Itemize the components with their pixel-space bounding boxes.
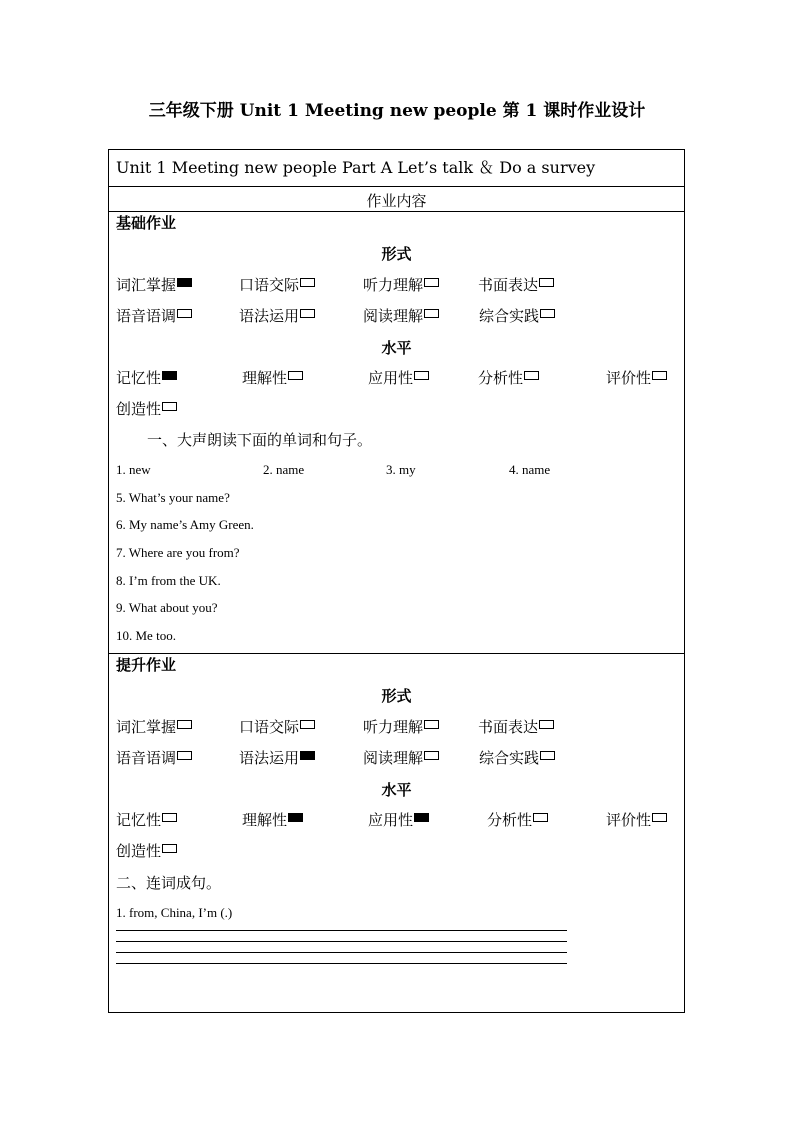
checkbox[interactable]	[652, 371, 667, 380]
checkbox-checked[interactable]	[288, 813, 303, 822]
checkbox[interactable]	[414, 371, 429, 380]
basic-form-option: 综合实践	[479, 305, 555, 326]
basic-form-option: 书面表达	[478, 274, 554, 295]
sentence-item: 5. What’s your name?	[116, 490, 230, 505]
advanced-form-option: 综合实践	[479, 747, 555, 768]
advanced-form-label: 形式	[381, 687, 412, 705]
checkbox[interactable]	[300, 278, 315, 287]
checkbox[interactable]	[288, 371, 303, 380]
checkbox[interactable]	[424, 309, 439, 318]
checkbox[interactable]	[424, 720, 439, 729]
checkbox-checked[interactable]	[300, 751, 315, 760]
homework-table	[108, 149, 685, 1013]
basic-level-option: 应用性	[368, 367, 429, 388]
task-1-title: 一、大声朗读下面的单词和句子。	[147, 431, 373, 449]
checkbox[interactable]	[162, 402, 177, 411]
advanced-form-option: 书面表达	[478, 716, 554, 737]
checkbox-checked[interactable]	[177, 278, 192, 287]
unit-header-row	[109, 150, 684, 187]
checkbox[interactable]	[540, 309, 555, 318]
checkbox[interactable]	[162, 844, 177, 853]
basic-form-option: 语法运用	[239, 305, 315, 326]
advanced-level-option: 评价性	[606, 809, 667, 830]
answer-line[interactable]	[116, 952, 567, 953]
content-header-row	[109, 187, 684, 212]
basic-level-option: 创造性	[116, 398, 177, 419]
basic-form-option: 阅读理解	[363, 305, 439, 326]
advanced-level-option: 应用性	[368, 809, 429, 830]
checkbox[interactable]	[524, 371, 539, 380]
page-title: 三年级下册 Unit 1 Meeting new people 第 1 课时作业设计	[148, 101, 646, 121]
word-item: 4. name	[509, 462, 551, 477]
word-item: 2. name	[263, 462, 305, 477]
sentence-item: 8. I’m from the UK.	[116, 573, 221, 588]
advanced-level-option: 理解性	[242, 809, 303, 830]
basic-form-option: 听力理解	[363, 274, 439, 295]
advanced-homework-label: 提升作业	[116, 656, 177, 674]
advanced-form-option: 语音语调	[116, 747, 192, 768]
basic-form-option: 语音语调	[116, 305, 192, 326]
answer-line[interactable]	[116, 963, 567, 964]
checkbox-checked[interactable]	[414, 813, 429, 822]
checkbox[interactable]	[539, 720, 554, 729]
basic-form-option: 词汇掌握	[116, 274, 192, 295]
checkbox[interactable]	[177, 309, 192, 318]
checkbox[interactable]	[177, 720, 192, 729]
checkbox[interactable]	[540, 751, 555, 760]
checkbox[interactable]	[424, 278, 439, 287]
basic-level-option: 理解性	[242, 367, 303, 388]
advanced-form-option: 阅读理解	[363, 747, 439, 768]
advanced-homework-section	[109, 654, 684, 1012]
checkbox[interactable]	[177, 751, 192, 760]
checkbox[interactable]	[652, 813, 667, 822]
checkbox[interactable]	[533, 813, 548, 822]
checkbox[interactable]	[300, 309, 315, 318]
advanced-form-option: 词汇掌握	[116, 716, 192, 737]
checkbox-checked[interactable]	[162, 371, 177, 380]
basic-homework-label: 基础作业	[116, 214, 177, 232]
basic-level-label: 水平	[381, 339, 412, 357]
advanced-level-option: 记忆性	[116, 809, 177, 830]
sentence-item: 10. Me too.	[116, 628, 176, 643]
unit-header: Unit 1 Meeting new people Part A Let’s talk ＆ Do a survey	[116, 158, 596, 177]
answer-line[interactable]	[116, 930, 567, 931]
sentence-item: 7. Where are you from?	[116, 545, 240, 560]
basic-level-option: 评价性	[606, 367, 667, 388]
advanced-form-option: 听力理解	[363, 716, 439, 737]
word-item: 1. new	[116, 462, 151, 477]
checkbox[interactable]	[162, 813, 177, 822]
basic-level-option: 记忆性	[116, 367, 177, 388]
sentence-item: 6. My name’s Amy Green.	[116, 517, 254, 532]
answer-line[interactable]	[116, 941, 567, 942]
basic-form-label: 形式	[381, 245, 412, 263]
checkbox[interactable]	[300, 720, 315, 729]
advanced-level-option: 创造性	[116, 840, 177, 861]
word-item: 3. my	[386, 462, 416, 477]
checkbox[interactable]	[539, 278, 554, 287]
basic-form-option: 口语交际	[239, 274, 315, 295]
advanced-level-label: 水平	[381, 781, 412, 799]
task-2-title: 二、连词成句。	[116, 874, 222, 892]
advanced-form-option: 口语交际	[239, 716, 315, 737]
question-item: 1. from, China, I’m (.)	[116, 905, 233, 920]
basic-level-option: 分析性	[478, 367, 539, 388]
sentence-item: 9. What about you?	[116, 600, 218, 615]
content-header: 作业内容	[366, 192, 427, 210]
checkbox[interactable]	[424, 751, 439, 760]
basic-homework-section	[109, 212, 684, 654]
advanced-level-option: 分析性	[487, 809, 548, 830]
advanced-form-option: 语法运用	[239, 747, 315, 768]
